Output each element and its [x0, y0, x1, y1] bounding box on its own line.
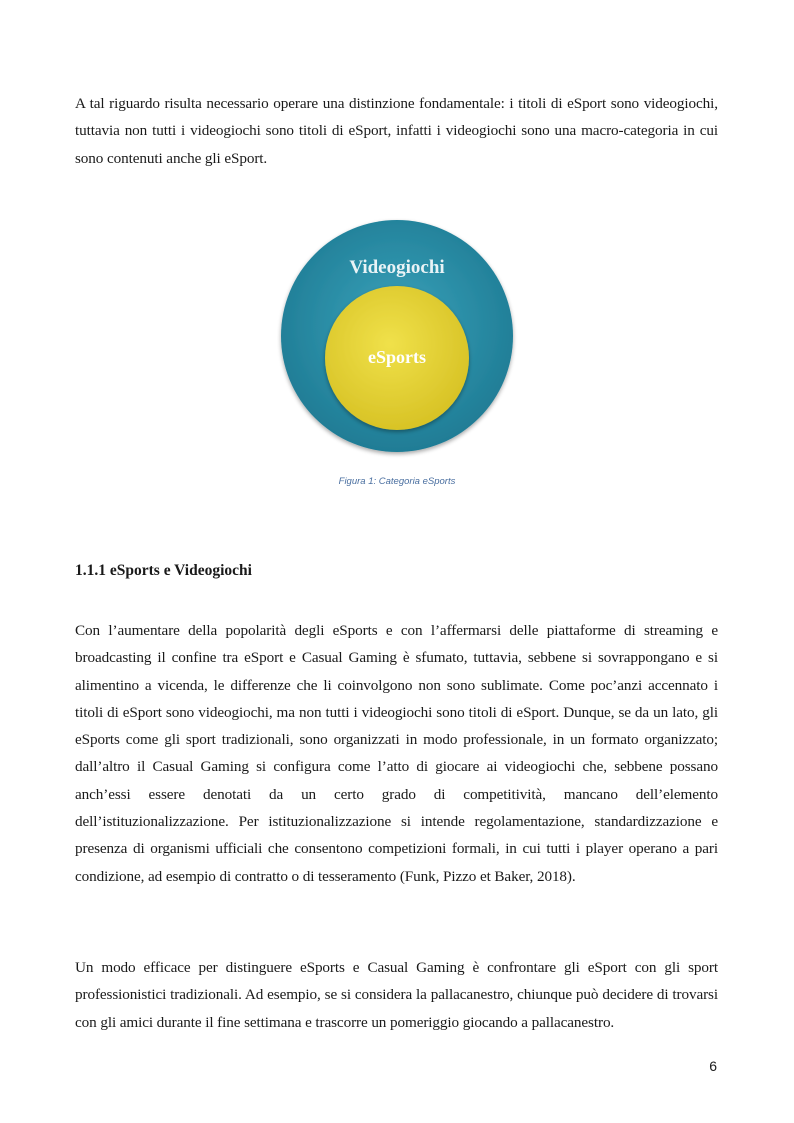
intro-paragraph: A tal riguardo risulta necessario operare una distinzione fondamentale: i titoli di eSport sono videogiochi, tuttavia non tutti i videogiochi sono titoli di eSport, infatti i videogiochi sono una macro-categoria in cui sono contenuti anche gli eSport.	[75, 95, 718, 167]
esports-label: eSports	[368, 347, 426, 367]
section-heading: 1.1.1 eSports e Videogiochi	[75, 562, 252, 579]
second-paragraph: Un modo efficace per distinguere eSports e Casual Gaming è confrontare gli eSport con gli sport professionistici tradizionali. Ad esempio, se si considera la pallacanestro, chiunque può decidere di trovarsi con gli amici durante il fine settimana e trascorre un pomeriggio giocando a pallacanestro.	[75, 959, 718, 1031]
videogiochi-label: Videogiochi	[349, 257, 445, 278]
figure-caption: Figura 1: Categoria eSports	[338, 476, 456, 487]
venn-figure	[277, 218, 519, 460]
page-number: 6	[709, 1058, 717, 1074]
main-paragraph: Con l’aumentare della popolarità degli eSports e con l’affermarsi delle piattaforme di streaming e broadcasting il confine tra eSport e Casual Gaming è sfumato, tuttavia, sebbene si sovrappongano e si alimentino a vicenda, le differenze che li coinvolgono non sono sublimate. Come poc’anzi accennato i titoli di eSport sono videogiochi, ma non tutti i videogiochi sono titoli di eSport. Dunque, se da un lato, gli eSports come gli sport tradizionali, sono organizzati in modo professionale, in un formato organizzato; dall’altro il Casual Gaming si configura come l’atto di giocare ai videogiochi che, sebbene possano anch’essi essere denotati da un certo grado di competitività, mancano dell’elemento dell’istituzionalizzazione. Per istituzionalizzazione si intende regolamentazione, standardizzazione e presenza di organismi ufficiali che consentono competizioni formali, in cui tutti i player operano a pari condizione, ad esempio di contratto o di tesseramento (Funk, Pizzo et Baker, 2018).	[75, 622, 718, 885]
venn-diagram	[277, 218, 519, 460]
